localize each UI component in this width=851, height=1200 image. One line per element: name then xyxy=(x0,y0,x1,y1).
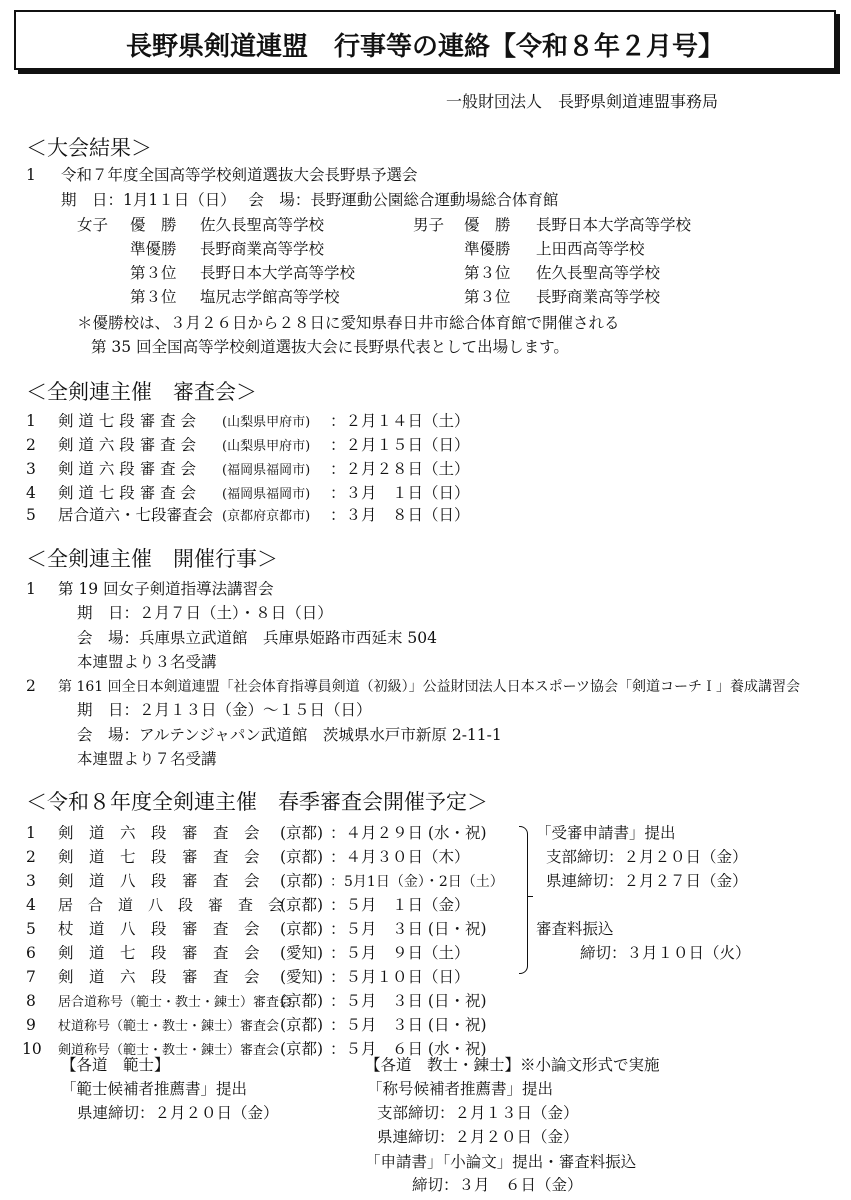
side-fee-deadline: 締切：３月１０日（火） xyxy=(580,944,751,962)
kyoshi-branch-deadline: 支部締切：２月１３日（金） xyxy=(377,1104,579,1122)
kyoshi-pref-deadline: 県連締切：２月２０日（金） xyxy=(377,1128,579,1146)
spring-name: 居 合 道 八 段 審 査 会 xyxy=(58,896,284,914)
spring-num: 2 xyxy=(26,848,36,866)
exam-date: ：２月１４日（土） xyxy=(330,412,470,430)
spring-name: 杖道称号（範士・教士・錬士）審査会 xyxy=(58,1019,280,1034)
organization: 一般財団法人 長野県剣道連盟事務局 xyxy=(446,92,719,111)
event-venue: 会 場：アルテンジャパン武道館 茨城県水戸市新原 2-11-1 xyxy=(77,726,502,744)
exam-name: 剣 道 七 段 審 査 会 xyxy=(58,412,197,430)
exam-name: 剣 道 七 段 審 査 会 xyxy=(58,484,197,502)
exam-num: 1 xyxy=(26,412,36,430)
hanshi-deadline: 県連締切：２月２０日（金） xyxy=(77,1104,279,1122)
kyoshi-deadline2: 締切：３月 ６日（金） xyxy=(412,1176,583,1194)
exam-place: (山梨県甲府市) xyxy=(222,415,311,430)
results-heading: ＜大会結果＞ xyxy=(26,136,152,160)
event-num: 2 xyxy=(26,677,36,695)
exam-date: ：２月１５日（日） xyxy=(330,436,470,454)
spring-loc: (京都) xyxy=(280,872,324,890)
bracket xyxy=(519,826,528,974)
results-num: 1 xyxy=(26,166,36,184)
spring-num: 1 xyxy=(26,824,36,842)
results-event: 令和７年度全国高等学校剣道選抜大会長野県予選会 xyxy=(61,166,418,184)
spring-name: 剣 道 八 段 審 査 会 xyxy=(58,872,260,890)
spring-loc: (京都) xyxy=(280,920,324,938)
spring-name: 剣 道 六 段 審 査 会 xyxy=(58,968,260,986)
spring-date: ：５月 １日（金） xyxy=(330,896,470,914)
event-num: 1 xyxy=(26,580,36,598)
women-school: 佐久長聖高等学校 xyxy=(200,216,325,234)
spring-name: 剣 道 七 段 審 査 会 xyxy=(58,848,260,866)
spring-num: 6 xyxy=(26,944,36,962)
women-place: 優 勝 xyxy=(130,216,177,234)
exam-place: (福岡県福岡市) xyxy=(222,463,311,478)
event-date: 期 日：２月７日（土）・８日（日） xyxy=(77,604,333,622)
side-pref-deadline: 県連締切：２月２７日（金） xyxy=(546,872,748,890)
event-attendees: 本連盟より７名受講 xyxy=(77,750,217,768)
exam-name: 居合道六・七段審査会 xyxy=(58,506,214,524)
spring-date: ：４月３０日（木） xyxy=(330,848,470,866)
results-note-1: ＊優勝校は、３月２６日から２８日に愛知県春日井市総合体育館で開催される xyxy=(77,314,620,332)
side-fee: 審査料振込 xyxy=(536,920,614,938)
women-place: 第３位 xyxy=(130,264,177,282)
men-place: 準優勝 xyxy=(464,240,511,258)
event-date: 期 日：２月１３日（金）～１５日（日） xyxy=(77,701,372,719)
spring-name: 居合道称号（範士・教士・錬士）審査会 xyxy=(58,995,293,1010)
spring-num: 7 xyxy=(26,968,36,986)
spring-name: 剣 道 六 段 審 査 会 xyxy=(58,824,260,842)
event-title: 第 19 回女子剣道指導法講習会 xyxy=(58,580,274,598)
exam-name: 剣 道 六 段 審 査 会 xyxy=(58,460,197,478)
men-label: 男子 xyxy=(413,216,445,234)
spring-num: 4 xyxy=(26,896,36,914)
results-note-2: 第 35 回全国高等学校剣道選抜大会に長野県代表として出場します。 xyxy=(91,338,569,356)
spring-loc: (京都) xyxy=(280,992,324,1010)
side-branch-deadline: 支部締切：２月２０日（金） xyxy=(546,848,748,866)
exam-place: (山梨県甲府市) xyxy=(222,439,311,454)
men-school: 長野商業高等学校 xyxy=(536,288,661,306)
women-place: 第３位 xyxy=(130,288,177,306)
spring-loc: (京都) xyxy=(280,1040,324,1058)
women-school: 長野商業高等学校 xyxy=(200,240,325,258)
women-label: 女子 xyxy=(77,216,109,234)
women-school: 長野日本大学高等学校 xyxy=(200,264,356,282)
exam-date: ：３月 ８日（日） xyxy=(330,506,470,524)
women-place: 準優勝 xyxy=(130,240,177,258)
spring-date: ：５月 ３日 (日・祝) xyxy=(330,992,487,1010)
kyoshi-heading: 【各道 教士・錬士】※小論文形式で実施 xyxy=(365,1056,660,1074)
spring-date: ：５月 ３日 (日・祝) xyxy=(330,1016,487,1034)
bracket-tip xyxy=(527,896,533,897)
event-title: 第 161 回全日本剣道連盟「社会体育指導員剣道（初級）」公益財団法人日本スポーツ協会「剣道コーチＩ」養成講習会 xyxy=(58,679,801,695)
women-school: 塩尻志学館高等学校 xyxy=(200,288,340,306)
spring-loc: (京都) xyxy=(280,896,324,914)
spring-date: ：５月 ６日 (水・祝) xyxy=(330,1040,487,1058)
spring-loc: (京都) xyxy=(280,824,324,842)
spring-num: 5 xyxy=(26,920,36,938)
men-place: 第３位 xyxy=(464,288,511,306)
kyoshi-doc2: 「申請書」「小論文」提出・審査料振込 xyxy=(365,1153,637,1171)
exam-date: ：２月２８日（土） xyxy=(330,460,470,478)
hanshi-heading: 【各道 範士】 xyxy=(61,1056,170,1074)
page-title: 長野県剣道連盟 行事等の連絡【令和８年２月号】 xyxy=(125,32,724,62)
event-venue: 会 場：兵庫県立武道館 兵庫県姫路市西延末 504 xyxy=(77,629,438,647)
spring-date: ：５月 ９日（土） xyxy=(330,944,470,962)
spring-loc: (愛知) xyxy=(280,968,324,986)
men-school: 佐久長聖高等学校 xyxy=(536,264,661,282)
exam-num: 2 xyxy=(26,436,36,454)
spring-num: 8 xyxy=(26,992,36,1010)
exam-date: ：３月 １日（日） xyxy=(330,484,470,502)
hanshi-doc: 「範士候補者推薦書」提出 xyxy=(61,1080,248,1098)
events-heading: ＜全剣連主催 開催行事＞ xyxy=(26,547,278,571)
results-date-venue: 期 日：1月1１日（日） 会 場：長野運動公園総合運動場総合体育館 xyxy=(61,191,559,209)
spring-date: ：５月１０日（日） xyxy=(330,968,470,986)
exam-place: (福岡県福岡市) xyxy=(222,487,311,502)
spring-name: 剣道称号（範士・教士・錬士）審査会 xyxy=(58,1043,280,1058)
spring-loc: (京都) xyxy=(280,1016,324,1034)
men-school: 上田西高等学校 xyxy=(536,240,645,258)
men-place: 第３位 xyxy=(464,264,511,282)
exams-heading: ＜全剣連主催 審査会＞ xyxy=(26,380,257,404)
spring-num: 3 xyxy=(26,872,36,890)
spring-loc: (愛知) xyxy=(280,944,324,962)
men-place: 優 勝 xyxy=(464,216,511,234)
men-school: 長野日本大学高等学校 xyxy=(536,216,692,234)
spring-date: ：5月1日（金）・2日（土） xyxy=(330,874,504,890)
spring-name: 剣 道 七 段 審 査 会 xyxy=(58,944,260,962)
spring-num: 9 xyxy=(26,1016,36,1034)
spring-heading: ＜令和８年度全剣連主催 春季審査会開催予定＞ xyxy=(26,790,488,814)
exam-num: 4 xyxy=(26,484,36,502)
title-box xyxy=(14,10,836,70)
spring-num: 10 xyxy=(22,1040,42,1058)
exam-num: 5 xyxy=(26,506,36,524)
spring-loc: (京都) xyxy=(280,848,324,866)
spring-date: ：４月２９日 (水・祝) xyxy=(330,824,487,842)
spring-date: ：５月 ３日 (日・祝) xyxy=(330,920,487,938)
spring-name: 杖 道 八 段 審 査 会 xyxy=(58,920,260,938)
exam-num: 3 xyxy=(26,460,36,478)
kyoshi-doc: 「称号候補者推薦書」提出 xyxy=(367,1080,554,1098)
exam-place: (京都府京都市) xyxy=(222,509,311,524)
event-attendees: 本連盟より３名受講 xyxy=(77,653,217,671)
side-doc: 「受審申請書」提出 xyxy=(536,824,676,842)
exam-name: 剣 道 六 段 審 査 会 xyxy=(58,436,197,454)
